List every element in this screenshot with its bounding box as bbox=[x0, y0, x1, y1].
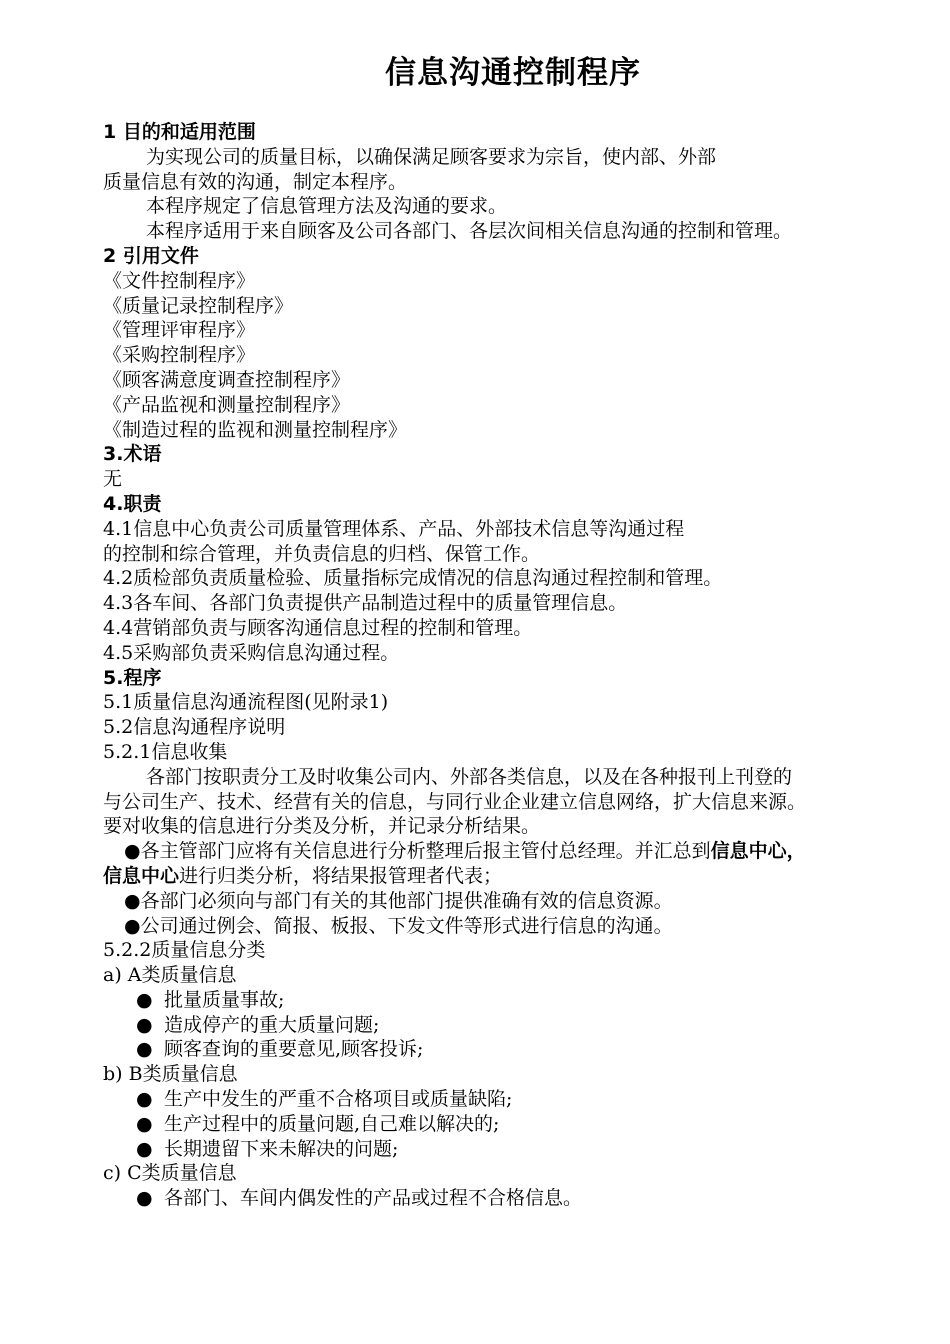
bullet-dot: ● bbox=[136, 1013, 153, 1036]
bullet-dot: ● bbox=[136, 1187, 153, 1210]
section-4-heading: 4.职责 bbox=[103, 492, 162, 515]
collection-bullet-2: ●各部门必须向与部门有关的其他部门提供准确有效的信息资源。 bbox=[124, 889, 673, 912]
reference-item: 《管理评审程序》 bbox=[103, 319, 256, 342]
list-item bbox=[103, 1137, 923, 1162]
duty-4-4: 4.4营销部负责与顾客沟通信息过程的控制和管理。 bbox=[103, 616, 533, 639]
list-item bbox=[103, 1087, 923, 1112]
collection-bullet-3: ●公司通过例会、简报、板报、下发文件等形式进行信息的沟通。 bbox=[124, 914, 673, 937]
section-3-text: 无 bbox=[103, 468, 123, 491]
info-center-bold: 信息中心， bbox=[710, 840, 806, 863]
section-5-heading: 5.程序 bbox=[103, 666, 162, 689]
bullet-dot: ● bbox=[136, 1137, 153, 1160]
collection-bullet-1-text: ●各主管部门应将有关信息进行分析整理后报主管付总经理。并汇总到 bbox=[124, 840, 711, 863]
reference-item: 《顾客满意度调查控制程序》 bbox=[103, 368, 351, 391]
class-c-label: c) C类质量信息 bbox=[103, 1162, 237, 1185]
list-item bbox=[103, 1037, 923, 1062]
reference-item: 《质量记录控制程序》 bbox=[103, 294, 294, 317]
bullet-dot: ● bbox=[136, 1038, 153, 1061]
list-item-text: 造成停产的重大质量问题; bbox=[164, 1013, 380, 1036]
collection-paragraph-c: 要对收集的信息进行分类及分析，并记录分析结果。 bbox=[103, 815, 541, 838]
bullet-dot: ● bbox=[136, 988, 153, 1011]
page-title: 信息沟通控制程序 bbox=[385, 55, 641, 91]
procedure-5-2: 5.2信息沟通程序说明 bbox=[103, 716, 286, 739]
collection-bullet-1-cont bbox=[103, 864, 923, 889]
list-item-text: 各部门、车间内偶发性的产品或过程不合格信息。 bbox=[164, 1187, 583, 1210]
duty-4-2: 4.2质检部负责质量检验、质量指标完成情况的信息沟通过程控制和管理。 bbox=[103, 567, 723, 590]
list-item bbox=[103, 1112, 923, 1137]
section-1-paragraph-2: 本程序规定了信息管理方法及沟通的要求。 bbox=[146, 195, 508, 218]
list-item-text: 批量质量事故; bbox=[164, 988, 285, 1011]
collection-bullet-1 bbox=[103, 839, 923, 864]
class-a-label: a) A类质量信息 bbox=[103, 964, 237, 987]
list-item-text: 顾客查询的重要意见,顾客投诉; bbox=[164, 1038, 424, 1061]
list-item-text: 生产过程中的质量问题,自己难以解决的; bbox=[164, 1112, 500, 1135]
section-1-paragraph-1a: 为实现公司的质量目标，以确保满足顾客要求为宗旨，使内部、外部 bbox=[146, 145, 717, 168]
procedure-5-1: 5.1质量信息沟通流程图(见附录1) bbox=[103, 691, 389, 714]
section-1-paragraph-1b: 质量信息有效的沟通，制定本程序。 bbox=[103, 170, 408, 193]
section-3-heading: 3.术语 bbox=[103, 443, 162, 466]
section-1-heading: 1 目的和适用范围 bbox=[103, 121, 256, 143]
class-b-label: b) B类质量信息 bbox=[103, 1063, 238, 1086]
list-item-text: 长期遗留下来未解决的问题; bbox=[164, 1137, 399, 1160]
reference-item: 《采购控制程序》 bbox=[103, 344, 256, 367]
duty-4-5: 4.5采购部负责采购信息沟通过程。 bbox=[103, 641, 400, 664]
document-page bbox=[103, 50, 923, 1211]
list-item bbox=[103, 1013, 923, 1038]
list-item bbox=[103, 988, 923, 1013]
reference-item: 《文件控制程序》 bbox=[103, 269, 256, 292]
bullet-dot: ● bbox=[136, 1112, 153, 1135]
duty-4-1b: 的控制和综合管理，并负责信息的归档、保管工作。 bbox=[103, 542, 541, 565]
collection-paragraph-b: 与公司生产、技术、经营有关的信息，与同行业企业建立信息网络，扩大信息来源。 bbox=[103, 790, 807, 813]
duty-4-1a: 4.1信息中心负责公司质量管理体系、产品、外部技术信息等沟通过程 bbox=[103, 517, 685, 540]
list-item bbox=[103, 1186, 923, 1211]
section-1-paragraph-3: 本程序适用于来自顾客及公司各部门、各层次间相关信息沟通的控制和管理。 bbox=[146, 220, 793, 243]
collection-paragraph-a: 各部门按职责分工及时收集公司内、外部各类信息，以及在各种报刊上刊登的 bbox=[146, 765, 793, 788]
collection-bullet-1-rest: 进行归类分析，将结果报管理者代表； bbox=[179, 864, 503, 887]
info-center-bold: 信息中心 bbox=[103, 864, 180, 887]
duty-4-3: 4.3各车间、各部门负责提供产品制造过程中的质量管理信息。 bbox=[103, 592, 628, 615]
section-2-heading: 2 引用文件 bbox=[103, 244, 199, 267]
procedure-5-2-1: 5.2.1信息收集 bbox=[103, 740, 228, 763]
list-item-text: 生产中发生的严重不合格项目或质量缺陷; bbox=[164, 1088, 513, 1111]
reference-item: 《产品监视和测量控制程序》 bbox=[103, 393, 351, 416]
procedure-5-2-2: 5.2.2质量信息分类 bbox=[103, 939, 266, 962]
bullet-dot: ● bbox=[136, 1088, 153, 1111]
reference-item: 《制造过程的监视和测量控制程序》 bbox=[103, 418, 408, 441]
